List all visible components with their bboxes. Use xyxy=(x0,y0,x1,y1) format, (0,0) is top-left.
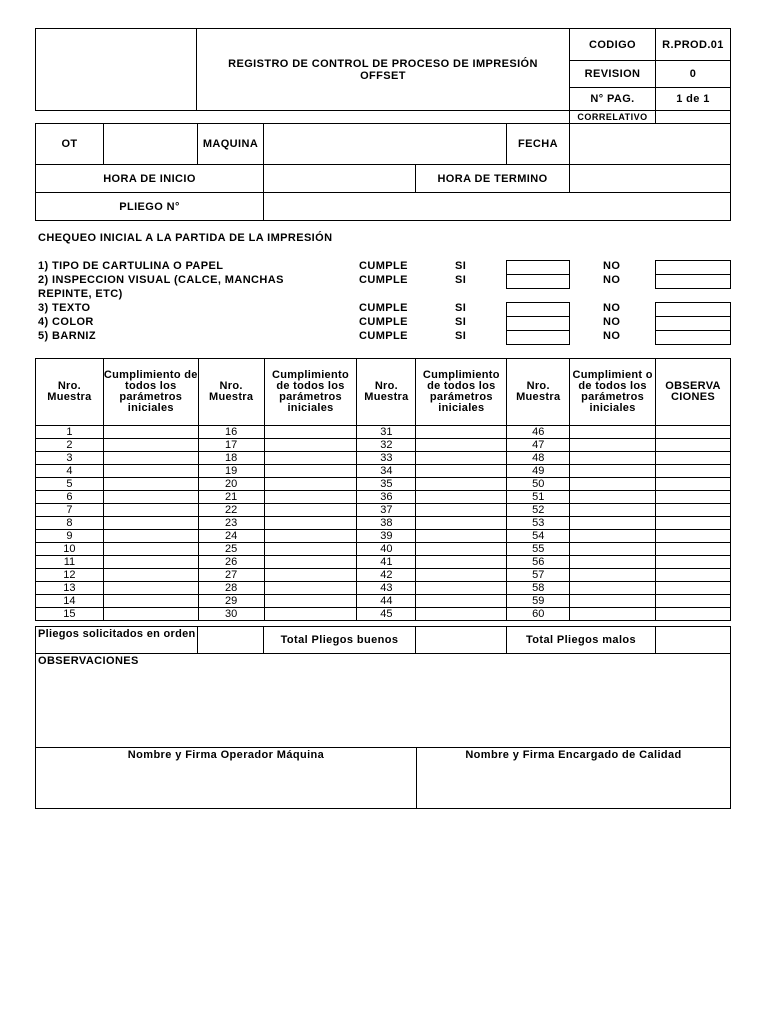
revision-label: REVISION xyxy=(569,60,656,88)
cumple-label-4: CUMPLE xyxy=(359,316,408,328)
table-row xyxy=(36,569,731,582)
sample-number: 31 xyxy=(357,426,416,439)
sample-compliance-cell[interactable] xyxy=(103,556,198,569)
sample-compliance-cell[interactable] xyxy=(416,569,507,582)
total-malos-label: Total Pliegos malos xyxy=(506,626,656,654)
table-row xyxy=(36,595,731,608)
si-checkbox-2[interactable] xyxy=(506,274,570,289)
sample-number: 38 xyxy=(357,517,416,530)
sample-number: 54 xyxy=(507,530,570,543)
sample-number: 30 xyxy=(198,608,264,621)
sample-compliance-cell[interactable] xyxy=(103,491,198,504)
sample-compliance-cell[interactable] xyxy=(570,504,656,517)
no-label-4: NO xyxy=(603,316,621,328)
sample-compliance-cell[interactable] xyxy=(570,491,656,504)
sample-number: 12 xyxy=(36,569,104,582)
codigo-label: CODIGO xyxy=(569,28,656,61)
no-label-5: NO xyxy=(603,330,621,342)
si-label-4: SI xyxy=(455,316,467,328)
sample-observation-cell[interactable] xyxy=(656,439,731,452)
sample-number: 47 xyxy=(507,439,570,452)
fecha-field[interactable] xyxy=(569,123,731,165)
firma-operador-box[interactable] xyxy=(35,747,417,809)
fecha-label: FECHA xyxy=(506,123,570,165)
sample-number: 23 xyxy=(198,517,264,530)
sample-observation-cell[interactable] xyxy=(656,582,731,595)
checklist-title: CHEQUEO INICIAL A LA PARTIDA DE LA IMPRESIÓN xyxy=(38,232,333,244)
table-row xyxy=(36,439,731,452)
sample-number: 19 xyxy=(198,465,264,478)
sample-number: 44 xyxy=(357,595,416,608)
sample-compliance-cell[interactable] xyxy=(416,582,507,595)
sample-compliance-cell[interactable] xyxy=(570,569,656,582)
sample-number: 20 xyxy=(198,478,264,491)
no-checkbox-5[interactable] xyxy=(655,330,731,345)
sample-number: 59 xyxy=(507,595,570,608)
sample-number: 15 xyxy=(36,608,104,621)
sample-number: 56 xyxy=(507,556,570,569)
pliegos-solicitados-field[interactable] xyxy=(197,626,264,654)
hora-termino-label: HORA DE TERMINO xyxy=(415,164,570,193)
check-item-5: 5) BARNIZ xyxy=(38,330,96,342)
sample-number: 8 xyxy=(36,517,104,530)
si-label-3: SI xyxy=(455,302,467,314)
sample-number: 57 xyxy=(507,569,570,582)
table-row xyxy=(36,465,731,478)
sample-observation-cell[interactable] xyxy=(656,608,731,621)
sample-number: 26 xyxy=(198,556,264,569)
cumple-label-1: CUMPLE xyxy=(359,260,408,272)
si-checkbox-5[interactable] xyxy=(506,330,570,345)
firma-operador-label: Nombre y Firma Operador Máquina xyxy=(127,749,325,761)
sample-compliance-cell[interactable] xyxy=(416,491,507,504)
sample-number: 58 xyxy=(507,582,570,595)
table-row xyxy=(36,582,731,595)
sample-compliance-cell[interactable] xyxy=(103,452,198,465)
sample-number: 17 xyxy=(198,439,264,452)
pliego-field[interactable] xyxy=(263,192,731,221)
sample-number: 6 xyxy=(36,491,104,504)
header-logo-box xyxy=(35,28,197,111)
sample-compliance-cell[interactable] xyxy=(264,478,357,491)
pliegos-solicitados-label: Pliegos solicitados en orden xyxy=(35,626,198,654)
sample-compliance-cell[interactable] xyxy=(416,426,507,439)
sample-number: 51 xyxy=(507,491,570,504)
sample-number: 52 xyxy=(507,504,570,517)
sample-compliance-cell[interactable] xyxy=(570,595,656,608)
sample-compliance-cell[interactable] xyxy=(570,556,656,569)
observaciones-label: OBSERVACIONES xyxy=(38,655,139,667)
sample-compliance-cell[interactable] xyxy=(103,569,198,582)
sample-compliance-cell[interactable] xyxy=(103,543,198,556)
table-row xyxy=(36,426,731,439)
cumplimiento-header-4: Cumplimient o de todos los parámetros iniciales xyxy=(570,359,656,426)
sample-observation-cell[interactable] xyxy=(656,478,731,491)
sample-compliance-cell[interactable] xyxy=(570,465,656,478)
sample-observation-cell[interactable] xyxy=(656,504,731,517)
sample-compliance-cell[interactable] xyxy=(416,530,507,543)
total-malos-field[interactable] xyxy=(655,626,731,654)
cumplimiento-header-2: Cumplimiento de todos los parámetros iniciales xyxy=(264,359,357,426)
sample-compliance-cell[interactable] xyxy=(416,556,507,569)
total-buenos-label: Total Pliegos buenos xyxy=(263,626,416,654)
table-row xyxy=(36,452,731,465)
sample-compliance-cell[interactable] xyxy=(264,595,357,608)
sample-compliance-cell[interactable] xyxy=(570,517,656,530)
sample-number: 36 xyxy=(357,491,416,504)
table-row xyxy=(36,543,731,556)
cumple-label-2: CUMPLE xyxy=(359,274,408,286)
sample-compliance-cell[interactable] xyxy=(416,608,507,621)
maquina-label: MAQUINA xyxy=(197,123,264,165)
sample-observation-cell[interactable] xyxy=(656,556,731,569)
cumple-label-3: CUMPLE xyxy=(359,302,408,314)
sample-number: 9 xyxy=(36,530,104,543)
title-line-2: OFFSET xyxy=(360,69,406,82)
cumple-label-5: CUMPLE xyxy=(359,330,408,342)
correlativo-label: CORRELATIVO xyxy=(569,110,656,124)
table-row xyxy=(36,491,731,504)
sample-compliance-cell[interactable] xyxy=(570,439,656,452)
sample-compliance-cell[interactable] xyxy=(264,439,357,452)
sample-compliance-cell[interactable] xyxy=(264,452,357,465)
sample-number: 14 xyxy=(36,595,104,608)
sample-compliance-cell[interactable] xyxy=(103,608,198,621)
document-title xyxy=(196,28,570,111)
samples-header-row xyxy=(36,359,731,426)
sample-compliance-cell[interactable] xyxy=(264,556,357,569)
sample-number: 24 xyxy=(198,530,264,543)
si-label-1: SI xyxy=(455,260,467,272)
check-item-1: 1) TIPO DE CARTULINA O PAPEL xyxy=(38,260,224,272)
no-checkbox-1[interactable] xyxy=(655,260,731,275)
sample-number: 40 xyxy=(357,543,416,556)
sample-number: 50 xyxy=(507,478,570,491)
sample-compliance-cell[interactable] xyxy=(416,543,507,556)
sample-compliance-cell[interactable] xyxy=(570,452,656,465)
sample-number: 25 xyxy=(198,543,264,556)
table-row xyxy=(36,478,731,491)
si-checkbox-4[interactable] xyxy=(506,316,570,331)
sample-observation-cell[interactable] xyxy=(656,543,731,556)
sample-number: 2 xyxy=(36,439,104,452)
sample-number: 16 xyxy=(198,426,264,439)
sample-number: 4 xyxy=(36,465,104,478)
sample-observation-cell[interactable] xyxy=(656,530,731,543)
sample-number: 39 xyxy=(357,530,416,543)
sample-compliance-cell[interactable] xyxy=(416,478,507,491)
sample-number: 41 xyxy=(357,556,416,569)
si-label-2: SI xyxy=(455,274,467,286)
sample-compliance-cell[interactable] xyxy=(264,543,357,556)
observaciones-box[interactable] xyxy=(35,653,731,748)
sample-compliance-cell[interactable] xyxy=(264,530,357,543)
sample-number: 7 xyxy=(36,504,104,517)
sample-observation-cell[interactable] xyxy=(656,452,731,465)
pliego-label: PLIEGO N° xyxy=(35,192,264,221)
maquina-field[interactable] xyxy=(263,123,507,165)
table-row xyxy=(36,608,731,621)
sample-compliance-cell[interactable] xyxy=(264,426,357,439)
correlativo-value[interactable] xyxy=(655,110,731,124)
no-checkbox-4[interactable] xyxy=(655,316,731,331)
sample-number: 60 xyxy=(507,608,570,621)
sample-compliance-cell[interactable] xyxy=(264,582,357,595)
sample-compliance-cell[interactable] xyxy=(264,491,357,504)
hora-inicio-field[interactable] xyxy=(263,164,416,193)
si-checkbox-3[interactable] xyxy=(506,302,570,317)
total-buenos-field[interactable] xyxy=(415,626,507,654)
revision-value: 0 xyxy=(655,60,731,88)
no-checkbox-3[interactable] xyxy=(655,302,731,317)
nro-muestra-header-4: Nro. Muestra xyxy=(507,359,570,426)
sample-compliance-cell[interactable] xyxy=(416,595,507,608)
sample-number: 10 xyxy=(36,543,104,556)
hora-inicio-label: HORA DE INICIO xyxy=(35,164,264,193)
sample-number: 35 xyxy=(357,478,416,491)
pag-value: 1 de 1 xyxy=(655,87,731,111)
sample-compliance-cell[interactable] xyxy=(264,517,357,530)
sample-number: 37 xyxy=(357,504,416,517)
sample-number: 11 xyxy=(36,556,104,569)
sample-compliance-cell[interactable] xyxy=(570,426,656,439)
check-item-2: 2) INSPECCION VISUAL (CALCE, MANCHAS xyxy=(38,274,284,286)
sample-compliance-cell[interactable] xyxy=(103,465,198,478)
si-label-5: SI xyxy=(455,330,467,342)
sample-compliance-cell[interactable] xyxy=(570,608,656,621)
sample-compliance-cell[interactable] xyxy=(103,426,198,439)
sample-number: 21 xyxy=(198,491,264,504)
check-item-2-cont: REPINTE, ETC) xyxy=(38,288,123,300)
sample-number: 5 xyxy=(36,478,104,491)
si-checkbox-1[interactable] xyxy=(506,260,570,275)
no-checkbox-2[interactable] xyxy=(655,274,731,289)
sample-observation-cell[interactable] xyxy=(656,426,731,439)
sample-compliance-cell[interactable] xyxy=(103,478,198,491)
sample-compliance-cell[interactable] xyxy=(103,582,198,595)
sample-number: 32 xyxy=(357,439,416,452)
check-item-4: 4) COLOR xyxy=(38,316,94,328)
sample-number: 42 xyxy=(357,569,416,582)
ot-label: OT xyxy=(35,123,104,165)
sample-compliance-cell[interactable] xyxy=(264,504,357,517)
sample-number: 1 xyxy=(36,426,104,439)
sample-compliance-cell[interactable] xyxy=(416,465,507,478)
sample-number: 43 xyxy=(357,582,416,595)
samples-table xyxy=(35,358,731,621)
sample-observation-cell[interactable] xyxy=(656,517,731,530)
sample-observation-cell[interactable] xyxy=(656,465,731,478)
sample-number: 13 xyxy=(36,582,104,595)
sample-compliance-cell[interactable] xyxy=(570,530,656,543)
sample-number: 48 xyxy=(507,452,570,465)
nro-muestra-header-3: Nro. Muestra xyxy=(357,359,416,426)
firma-calidad-label: Nombre y Firma Encargado de Calidad xyxy=(465,749,682,761)
ot-field[interactable] xyxy=(103,123,198,165)
no-label-2: NO xyxy=(603,274,621,286)
sample-compliance-cell[interactable] xyxy=(570,543,656,556)
sample-number: 28 xyxy=(198,582,264,595)
sample-compliance-cell[interactable] xyxy=(416,504,507,517)
sample-compliance-cell[interactable] xyxy=(416,452,507,465)
nro-muestra-header-1: Nro. Muestra xyxy=(36,359,104,426)
table-row xyxy=(36,556,731,569)
sample-compliance-cell[interactable] xyxy=(264,608,357,621)
table-row xyxy=(36,517,731,530)
sample-observation-cell[interactable] xyxy=(656,569,731,582)
sample-compliance-cell[interactable] xyxy=(103,595,198,608)
sample-number: 49 xyxy=(507,465,570,478)
table-row xyxy=(36,504,731,517)
sample-number: 29 xyxy=(198,595,264,608)
sample-observation-cell[interactable] xyxy=(656,491,731,504)
sample-compliance-cell[interactable] xyxy=(570,582,656,595)
table-row xyxy=(36,530,731,543)
sample-number: 33 xyxy=(357,452,416,465)
firma-calidad-box[interactable] xyxy=(416,747,731,809)
sample-number: 27 xyxy=(198,569,264,582)
sample-number: 34 xyxy=(357,465,416,478)
sample-number: 45 xyxy=(357,608,416,621)
sample-number: 53 xyxy=(507,517,570,530)
sample-compliance-cell[interactable] xyxy=(103,439,198,452)
sample-compliance-cell[interactable] xyxy=(264,465,357,478)
sample-compliance-cell[interactable] xyxy=(103,504,198,517)
sample-observation-cell[interactable] xyxy=(656,595,731,608)
sample-number: 46 xyxy=(507,426,570,439)
no-label-1: NO xyxy=(603,260,621,272)
cumplimiento-header-1: Cumplimiento de todos los parámetros iniciales xyxy=(103,359,198,426)
sample-compliance-cell[interactable] xyxy=(103,517,198,530)
observaciones-header: OBSERVA CIONES xyxy=(656,359,731,426)
sample-compliance-cell[interactable] xyxy=(416,517,507,530)
check-item-3: 3) TEXTO xyxy=(38,302,91,314)
sample-number: 55 xyxy=(507,543,570,556)
pag-label: N° PAG. xyxy=(569,87,656,111)
sample-compliance-cell[interactable] xyxy=(570,478,656,491)
sample-compliance-cell[interactable] xyxy=(264,569,357,582)
sample-compliance-cell[interactable] xyxy=(416,439,507,452)
nro-muestra-header-2: Nro. Muestra xyxy=(198,359,264,426)
sample-compliance-cell[interactable] xyxy=(103,530,198,543)
codigo-value: R.PROD.01 xyxy=(655,28,731,61)
title-line-1: REGISTRO DE CONTROL DE PROCESO DE IMPRESIÓN xyxy=(228,57,538,70)
sample-number: 22 xyxy=(198,504,264,517)
sample-number: 3 xyxy=(36,452,104,465)
cumplimiento-header-3: Cumplimiento de todos los parámetros iniciales xyxy=(416,359,507,426)
sample-number: 18 xyxy=(198,452,264,465)
no-label-3: NO xyxy=(603,302,621,314)
hora-termino-field[interactable] xyxy=(569,164,731,193)
